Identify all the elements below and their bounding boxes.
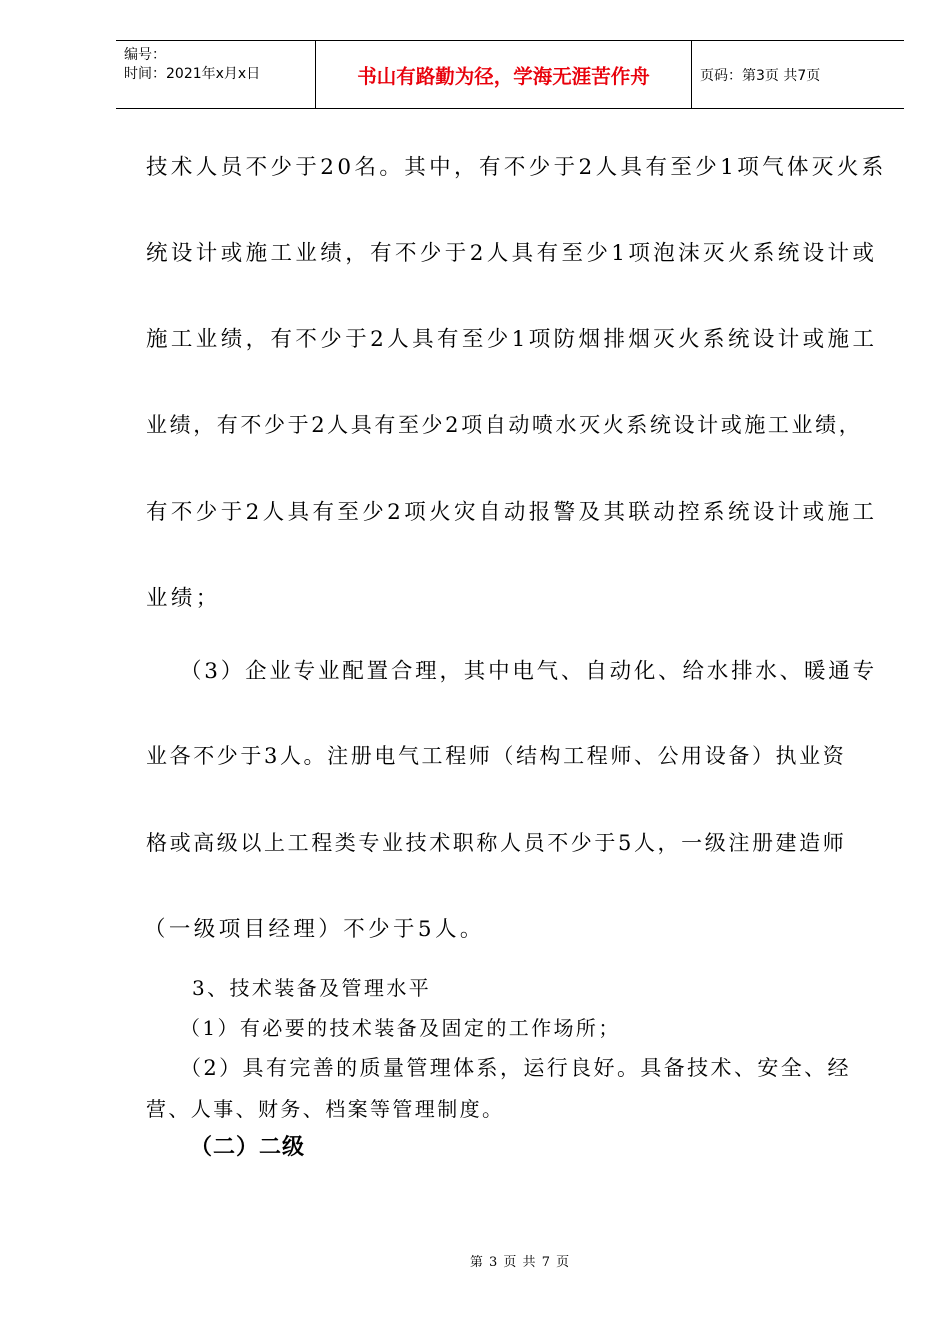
header-meta-cell xyxy=(116,41,316,108)
body-line-7: （3）企业专业配置合理，其中电气、自动化、给水排水、暖通专 xyxy=(180,659,877,684)
body-line-12: （1）有必要的技术装备及固定的工作场所； xyxy=(180,1016,621,1040)
body-line-10: （一级项目经理）不少于5人。 xyxy=(144,917,485,942)
body-line-8: 业各不少于3人。注册电气工程师（结构工程师、公用设备）执业资 xyxy=(146,744,847,768)
document-number-label: 编号： xyxy=(124,47,166,63)
subsection-title: 3、技术装备及管理水平 xyxy=(192,976,432,1000)
body-line-1: 技术人员不少于20名。其中，有不少于2人具有至少1项气体灭火系 xyxy=(146,155,887,180)
body-line-3: 施工业绩，有不少于2人具有至少1项防烟排烟灭火系统设计或施工 xyxy=(146,327,878,352)
body-line-6: 业绩； xyxy=(146,586,221,611)
body-line-4: 业绩，有不少于2人具有至少2项自动喷水灭火系统设计或施工业绩， xyxy=(146,413,863,437)
body-line-13: （2）具有完善的质量管理体系，运行良好。具备技术、安全、经 xyxy=(180,1056,851,1080)
header-page-cell xyxy=(692,41,904,108)
body-line-2: 统设计或施工业绩，有不少于2人具有至少1项泡沫灭火系统设计或 xyxy=(146,241,878,266)
header-page-label: 页码：第3页 共7页 xyxy=(700,67,821,84)
body-line-9: 格或高级以上工程类专业技术职称人员不少于5人，一级注册建造师 xyxy=(146,831,847,855)
document-time-label: 时间：2021年x月x日 xyxy=(124,66,261,82)
body-line-14: 营、人事、财务、档案等管理制度。 xyxy=(146,1097,505,1121)
body-line-5: 有不少于2人具有至少2项火灾自动报警及其联动控系统设计或施工 xyxy=(146,500,878,525)
section-heading: （二）二级 xyxy=(190,1135,306,1160)
document-header xyxy=(116,40,904,109)
page-footer: 第 3 页 共 7 页 xyxy=(469,1255,571,1270)
header-motto: 书山有路勤为径，学海无涯苦作舟 xyxy=(316,41,692,108)
